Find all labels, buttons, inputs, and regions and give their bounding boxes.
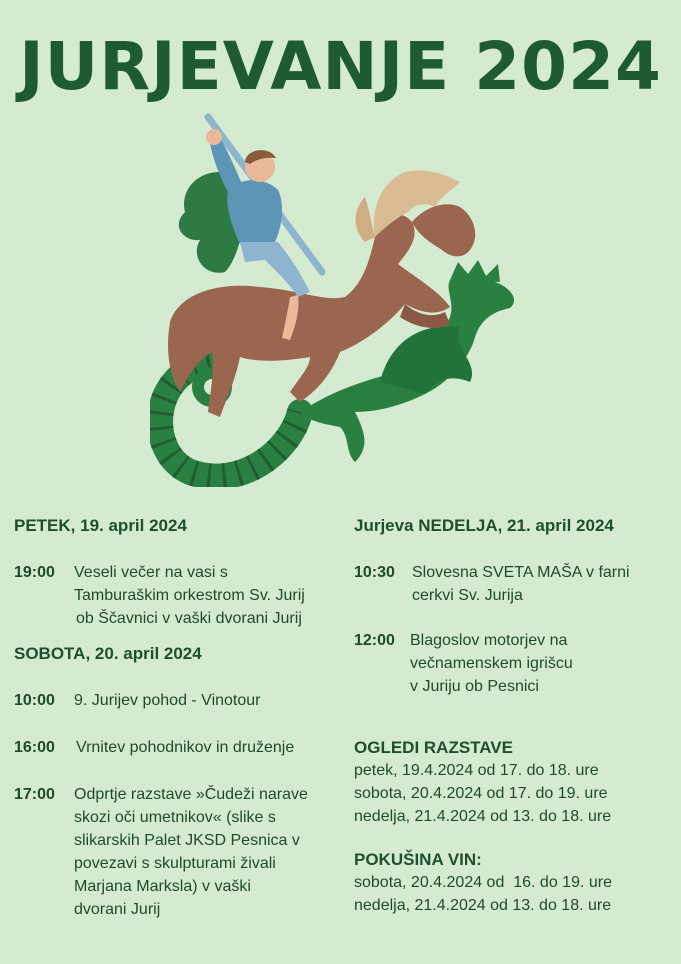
event-line: povezavi s skulpturami živali	[74, 855, 276, 872]
event-line: slikarskih Palet JKSD Pesnica v	[74, 832, 300, 849]
event-line: Vrnitev pohodnikov in druženje	[76, 739, 295, 756]
event-line: Odprtje razstave »Čudeži narave	[74, 786, 308, 803]
event-description	[76, 736, 344, 759]
saint-george-slaying-dragon-icon	[150, 112, 530, 487]
event-description	[74, 689, 344, 712]
poster-title: JURJEVANJE 2024	[19, 28, 662, 105]
saturday-heading: SOBOTA, 20. april 2024	[14, 644, 202, 663]
exhibitions-heading: OGLEDI RAZSTAVE	[354, 738, 513, 757]
event-line: dvorani Jurij	[74, 901, 161, 918]
list-item	[354, 561, 674, 607]
event-description	[410, 629, 674, 698]
event-time: 16:00	[14, 739, 55, 756]
wine-tasting-time: sobota, 20.4.2024 od 16. do 19. ure	[354, 874, 612, 891]
exhibition-time: sobota, 20.4.2024 od 17. do 19. ure	[354, 785, 608, 802]
exhibition-time: petek, 19.4.2024 od 17. do 18. ure	[354, 762, 599, 779]
friday-heading: PETEK, 19. april 2024	[14, 516, 187, 535]
event-time: 12:00	[354, 632, 395, 649]
list-item	[354, 629, 674, 698]
event-line: Slovesna SVETA MAŠA v farni	[412, 564, 630, 581]
event-line: Marjana Marksla) v vaški	[74, 878, 251, 895]
right-column	[354, 514, 674, 917]
event-time: 19:00	[14, 564, 55, 581]
event-description	[74, 561, 344, 630]
event-description	[412, 561, 674, 607]
event-line: v Juriju ob Pesnici	[410, 678, 539, 695]
event-line: 9. Jurijev pohod - Vinotour	[74, 692, 261, 709]
wine-tasting-time: nedelja, 21.4.2024 od 13. do 18. ure	[354, 897, 612, 914]
event-line: večnamenskem igrišcu	[410, 655, 573, 672]
list-item	[14, 736, 344, 759]
list-item	[14, 561, 344, 630]
exhibition-time: nedelja, 21.4.2024 od 13. do 18. ure	[354, 808, 612, 825]
event-line: cerkvi Sv. Jurija	[412, 587, 523, 604]
event-line: Veseli večer na vasi s	[74, 564, 228, 581]
event-description	[74, 783, 344, 921]
event-time: 10:00	[14, 692, 55, 709]
list-item	[14, 783, 344, 921]
event-line: Blagoslov motorjev na	[410, 632, 568, 649]
event-line: Tamburaškim orkestrom Sv. Jurij	[74, 587, 305, 604]
list-item	[14, 689, 344, 712]
sunday-heading: Jurjeva NEDELJA, 21. april 2024	[354, 516, 614, 535]
event-time: 17:00	[14, 786, 55, 803]
left-column	[14, 514, 344, 921]
event-line: skozi oči umetnikov« (slike s	[74, 809, 276, 826]
event-line: ob Ščavnici v vaški dvorani Jurij	[76, 610, 302, 627]
wine-tasting-heading: POKUŠINA VIN:	[354, 850, 482, 869]
event-time: 10:30	[354, 564, 395, 581]
